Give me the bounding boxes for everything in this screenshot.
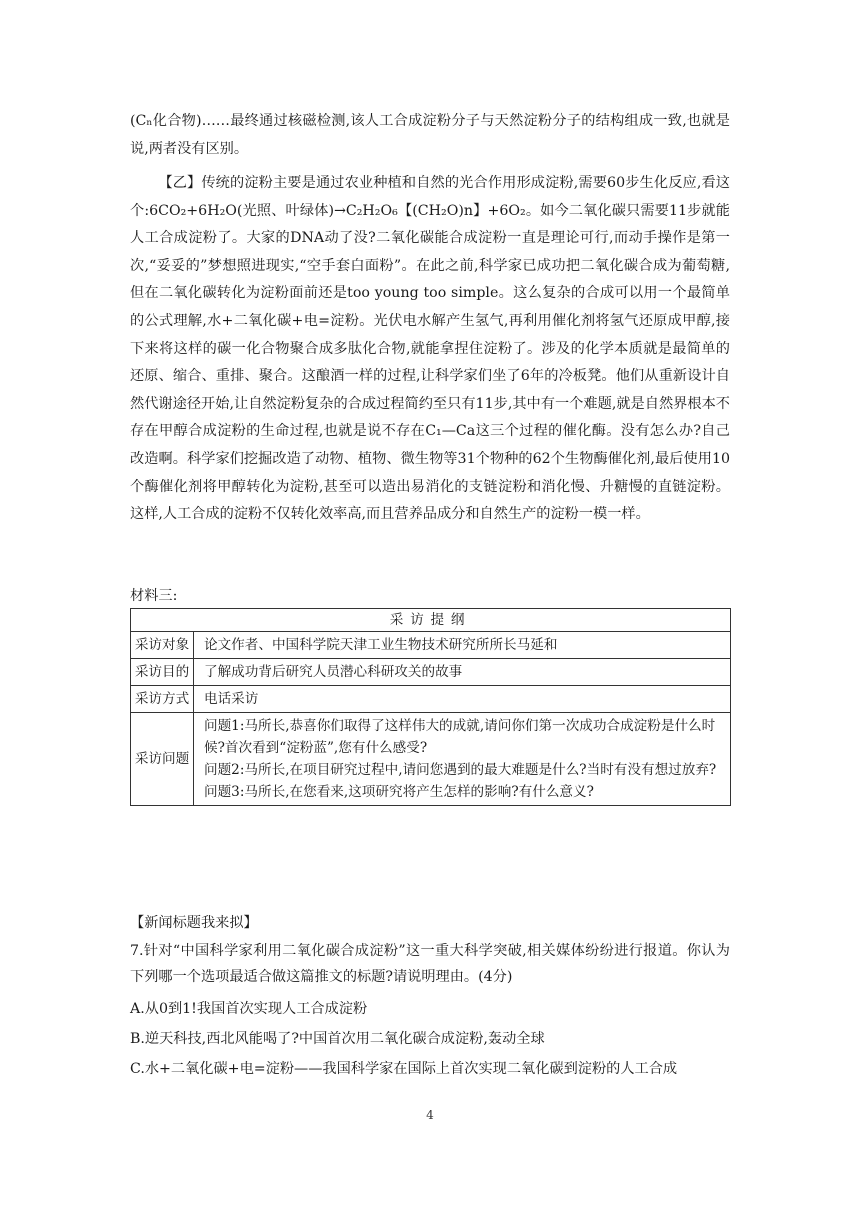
interview-question-1: 问题1:马所长,恭喜你们取得了这样伟大的成就,请问你们第一次成功合成淀粉是什么时候?首次看到“淀粉蓝”,您有什么感受? — [204, 718, 716, 756]
row-key-subject: 采访对象 — [131, 632, 194, 659]
row-key-purpose: 采访目的 — [131, 659, 194, 686]
table-row — [131, 632, 731, 659]
option-c: C.水+二氧化碳+电=淀粉——我国科学家在国际上首次实现二氧化碳到淀粉的人工合成 — [130, 1061, 678, 1077]
option-b: B.逆天科技,西北风能喝了?中国首次用二氧化碳合成淀粉,轰动全球 — [130, 1031, 545, 1047]
material-three-label: 材料三: — [130, 588, 178, 604]
section-title: 【新闻标题我来拟】 — [130, 915, 258, 931]
paragraph-yi: 【乙】传统的淀粉主要是通过农业种植和自然的光合作用形成淀粉,需要60步生化反应,看这个:6CO₂+6H₂O(光照、叶绿体)→C₂H₂O₆【(CH₂O)n】+6O₂。如今二氧化碳只需要11步就能人工合成淀粉了。大家的DNA动了没?二氧化碳能合成淀粉一直是理论可行,而动手操作是第一次,“妥妥的”梦想照进现实,“空手套白面粉”。在此之前,科学家已成功把二氧化碳合成为葡萄糖,但在二氧化碳转化为淀粉面前还是too young too simple。这么复杂的合成可以用一个最简单的公式理解,水+二氧化碳+电=淀粉。光伏电水解产生氢气,再利用催化剂将氢气还原成甲醇,接下来将这样的碳一化合物聚合成多肽化合物,就能拿捏住淀粉了。涉及的化学本质就是最简单的还原、缩合、重排、聚合。这酿酒一样的过程,让科学家们坐了6年的冷板凳。他们从重新设计自然代谢途径开始,让自然淀粉复杂的合成过程简约至只有11步,其中有一个难题,就是自然界根本不存在甲醇合成淀粉的生命过程,也就是说不存在C₁—Ca这三个过程的催化酶。没有怎么办?自己改造啊。科学家们挖掘改造了动物、植物、微生物等31个物种的62个生物酶催化剂,最后使用10个酶催化剂将甲醇转化为淀粉,甚至可以造出易消化的支链淀粉和消化慢、升糖慢的直链淀粉。这样,人工合成的淀粉不仅转化效率高,而且营养品成分和自然生产的淀粉一模一样。 — [130, 175, 730, 523]
row-value-questions — [194, 713, 731, 806]
paragraph-intro-continued: (Cₙ化合物)……最终通过核磁检测,该人工合成淀粉分子与天然淀粉分子的结构组成一致,也就是说,两者没有区别。 — [130, 113, 730, 157]
interview-question-3: 问题3:马所长,在您看来,这项研究将产生怎样的影响?有什么意义? — [204, 784, 594, 800]
table-title: 采访提纲 — [131, 609, 731, 632]
interview-question-2: 问题2:马所长,在项目研究过程中,请问您遇到的最大难题是什么?当时有没有想过放弃? — [204, 762, 717, 778]
table-row — [131, 713, 731, 806]
row-value-purpose: 了解成功背后研究人员潜心科研攻关的故事 — [194, 659, 731, 686]
table-row — [131, 659, 731, 686]
row-value-method: 电话采访 — [194, 686, 731, 713]
option-a: A.从0到1!我国首次实现人工合成淀粉 — [130, 1001, 368, 1017]
row-key-questions: 采访问题 — [131, 713, 194, 806]
row-key-method: 采访方式 — [131, 686, 194, 713]
interview-outline-table — [130, 608, 731, 806]
page-number: 4 — [426, 1108, 434, 1122]
row-value-subject: 论文作者、中国科学院天津工业生物技术研究所所长马延和 — [194, 632, 731, 659]
question-7: 7.针对“中国科学家利用二氧化碳合成淀粉”这一重大科学突破,相关媒体纷纷进行报道。你认为下列哪一个选项最适合做这篇推文的标题?请说明理由。(4分) — [130, 943, 730, 985]
table-row — [131, 686, 731, 713]
